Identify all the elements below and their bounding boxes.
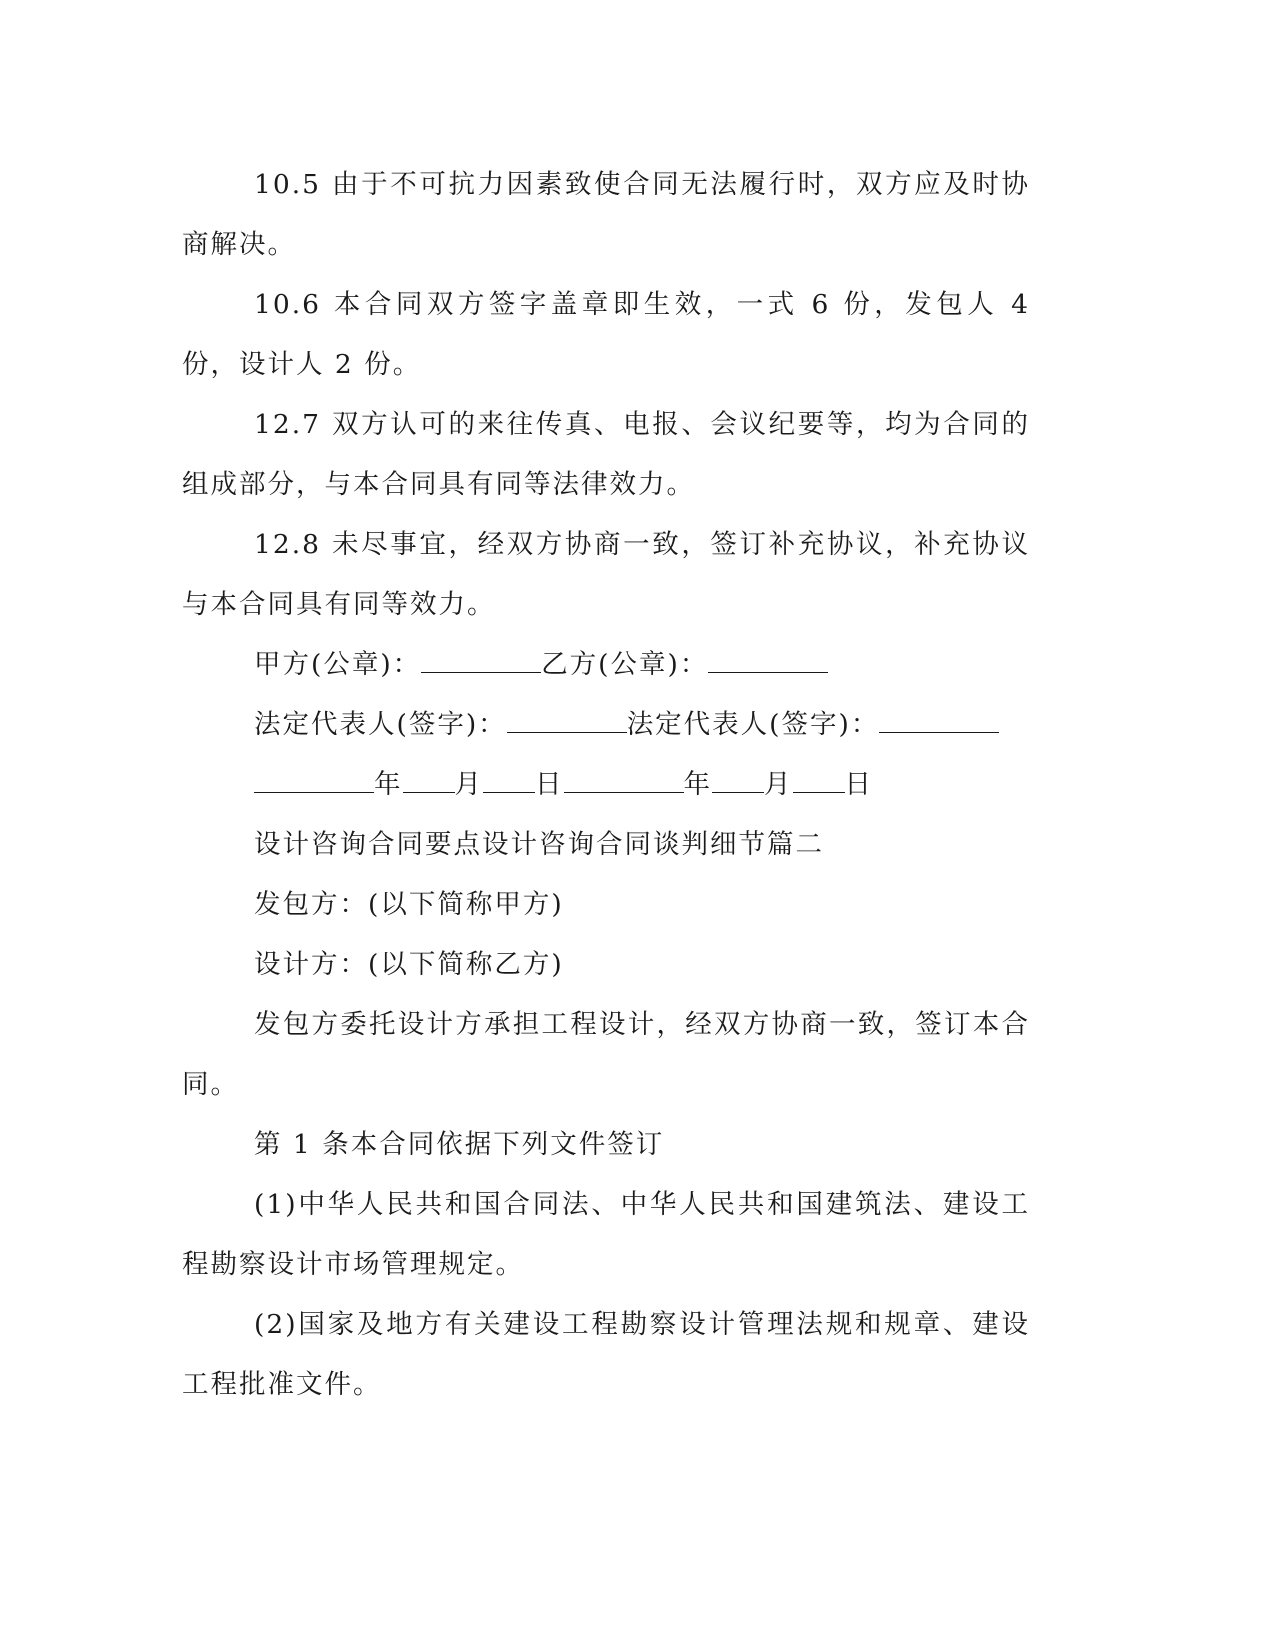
clause-12-8: 12.8 未尽事宜，经双方协商一致，签订补充协议，补充协议与本合同具有同等效力。 bbox=[182, 529, 1030, 620]
date-b-day-label: 日 bbox=[844, 769, 873, 800]
date-a-day-label: 日 bbox=[535, 769, 564, 800]
rep-a-label: 法定代表人(签字)： bbox=[254, 709, 507, 740]
employer-line: 发包方：(以下简称甲方) bbox=[254, 889, 564, 920]
date-b-year-blank[interactable] bbox=[564, 770, 684, 793]
article-1-item-1: (1)中华人民共和国合同法、中华人民共和国建筑法、建设工程勘察设计市场管理规定。 bbox=[182, 1189, 1030, 1280]
clause-10-5: 10.5 由于不可抗力因素致使合同无法履行时，双方应及时协商解决。 bbox=[182, 169, 1030, 260]
date-line bbox=[182, 755, 1030, 815]
date-a-day-blank[interactable] bbox=[483, 770, 535, 793]
rep-a-signature-blank[interactable] bbox=[507, 710, 627, 733]
party-a-seal-blank[interactable] bbox=[421, 650, 541, 673]
clause-10-6: 10.6 本合同双方签字盖章即生效，一式 6 份，发包人 4 份，设计人 2 份。 bbox=[182, 289, 1030, 380]
seal-line bbox=[182, 635, 1030, 695]
article-1-item-2: (2)国家及地方有关建设工程勘察设计管理法规和规章、建设工程批准文件。 bbox=[182, 1309, 1030, 1400]
date-b-year-label: 年 bbox=[683, 769, 712, 800]
date-b-month-blank[interactable] bbox=[712, 770, 764, 793]
party-b-seal-label: 乙方(公章)： bbox=[541, 649, 709, 680]
date-b-month-label: 月 bbox=[764, 769, 793, 800]
rep-b-label: 法定代表人(签字)： bbox=[626, 709, 880, 740]
designer-line: 设计方：(以下简称乙方) bbox=[254, 949, 564, 980]
party-a-seal-label: 甲方(公章)： bbox=[254, 649, 422, 680]
party-b-seal-blank[interactable] bbox=[708, 650, 828, 673]
section-title: 设计咨询合同要点设计咨询合同谈判细节篇二 bbox=[254, 829, 824, 860]
article-1-title: 第 1 条本合同依据下列文件签订 bbox=[254, 1129, 665, 1160]
date-a-month-blank[interactable] bbox=[403, 770, 455, 793]
date-a-year-blank[interactable] bbox=[254, 770, 374, 793]
rep-b-signature-blank[interactable] bbox=[879, 710, 999, 733]
date-b-day-blank[interactable] bbox=[793, 770, 845, 793]
document-body bbox=[182, 155, 1030, 1415]
clause-12-7: 12.7 双方认可的来往传真、电报、会议纪要等，均为合同的组成部分，与本合同具有同等法律效力。 bbox=[182, 409, 1030, 500]
representative-line bbox=[182, 695, 1030, 755]
intro-paragraph: 发包方委托设计方承担工程设计，经双方协商一致，签订本合同。 bbox=[182, 1009, 1030, 1100]
date-a-year-label: 年 bbox=[374, 769, 403, 800]
date-a-month-label: 月 bbox=[454, 769, 483, 800]
